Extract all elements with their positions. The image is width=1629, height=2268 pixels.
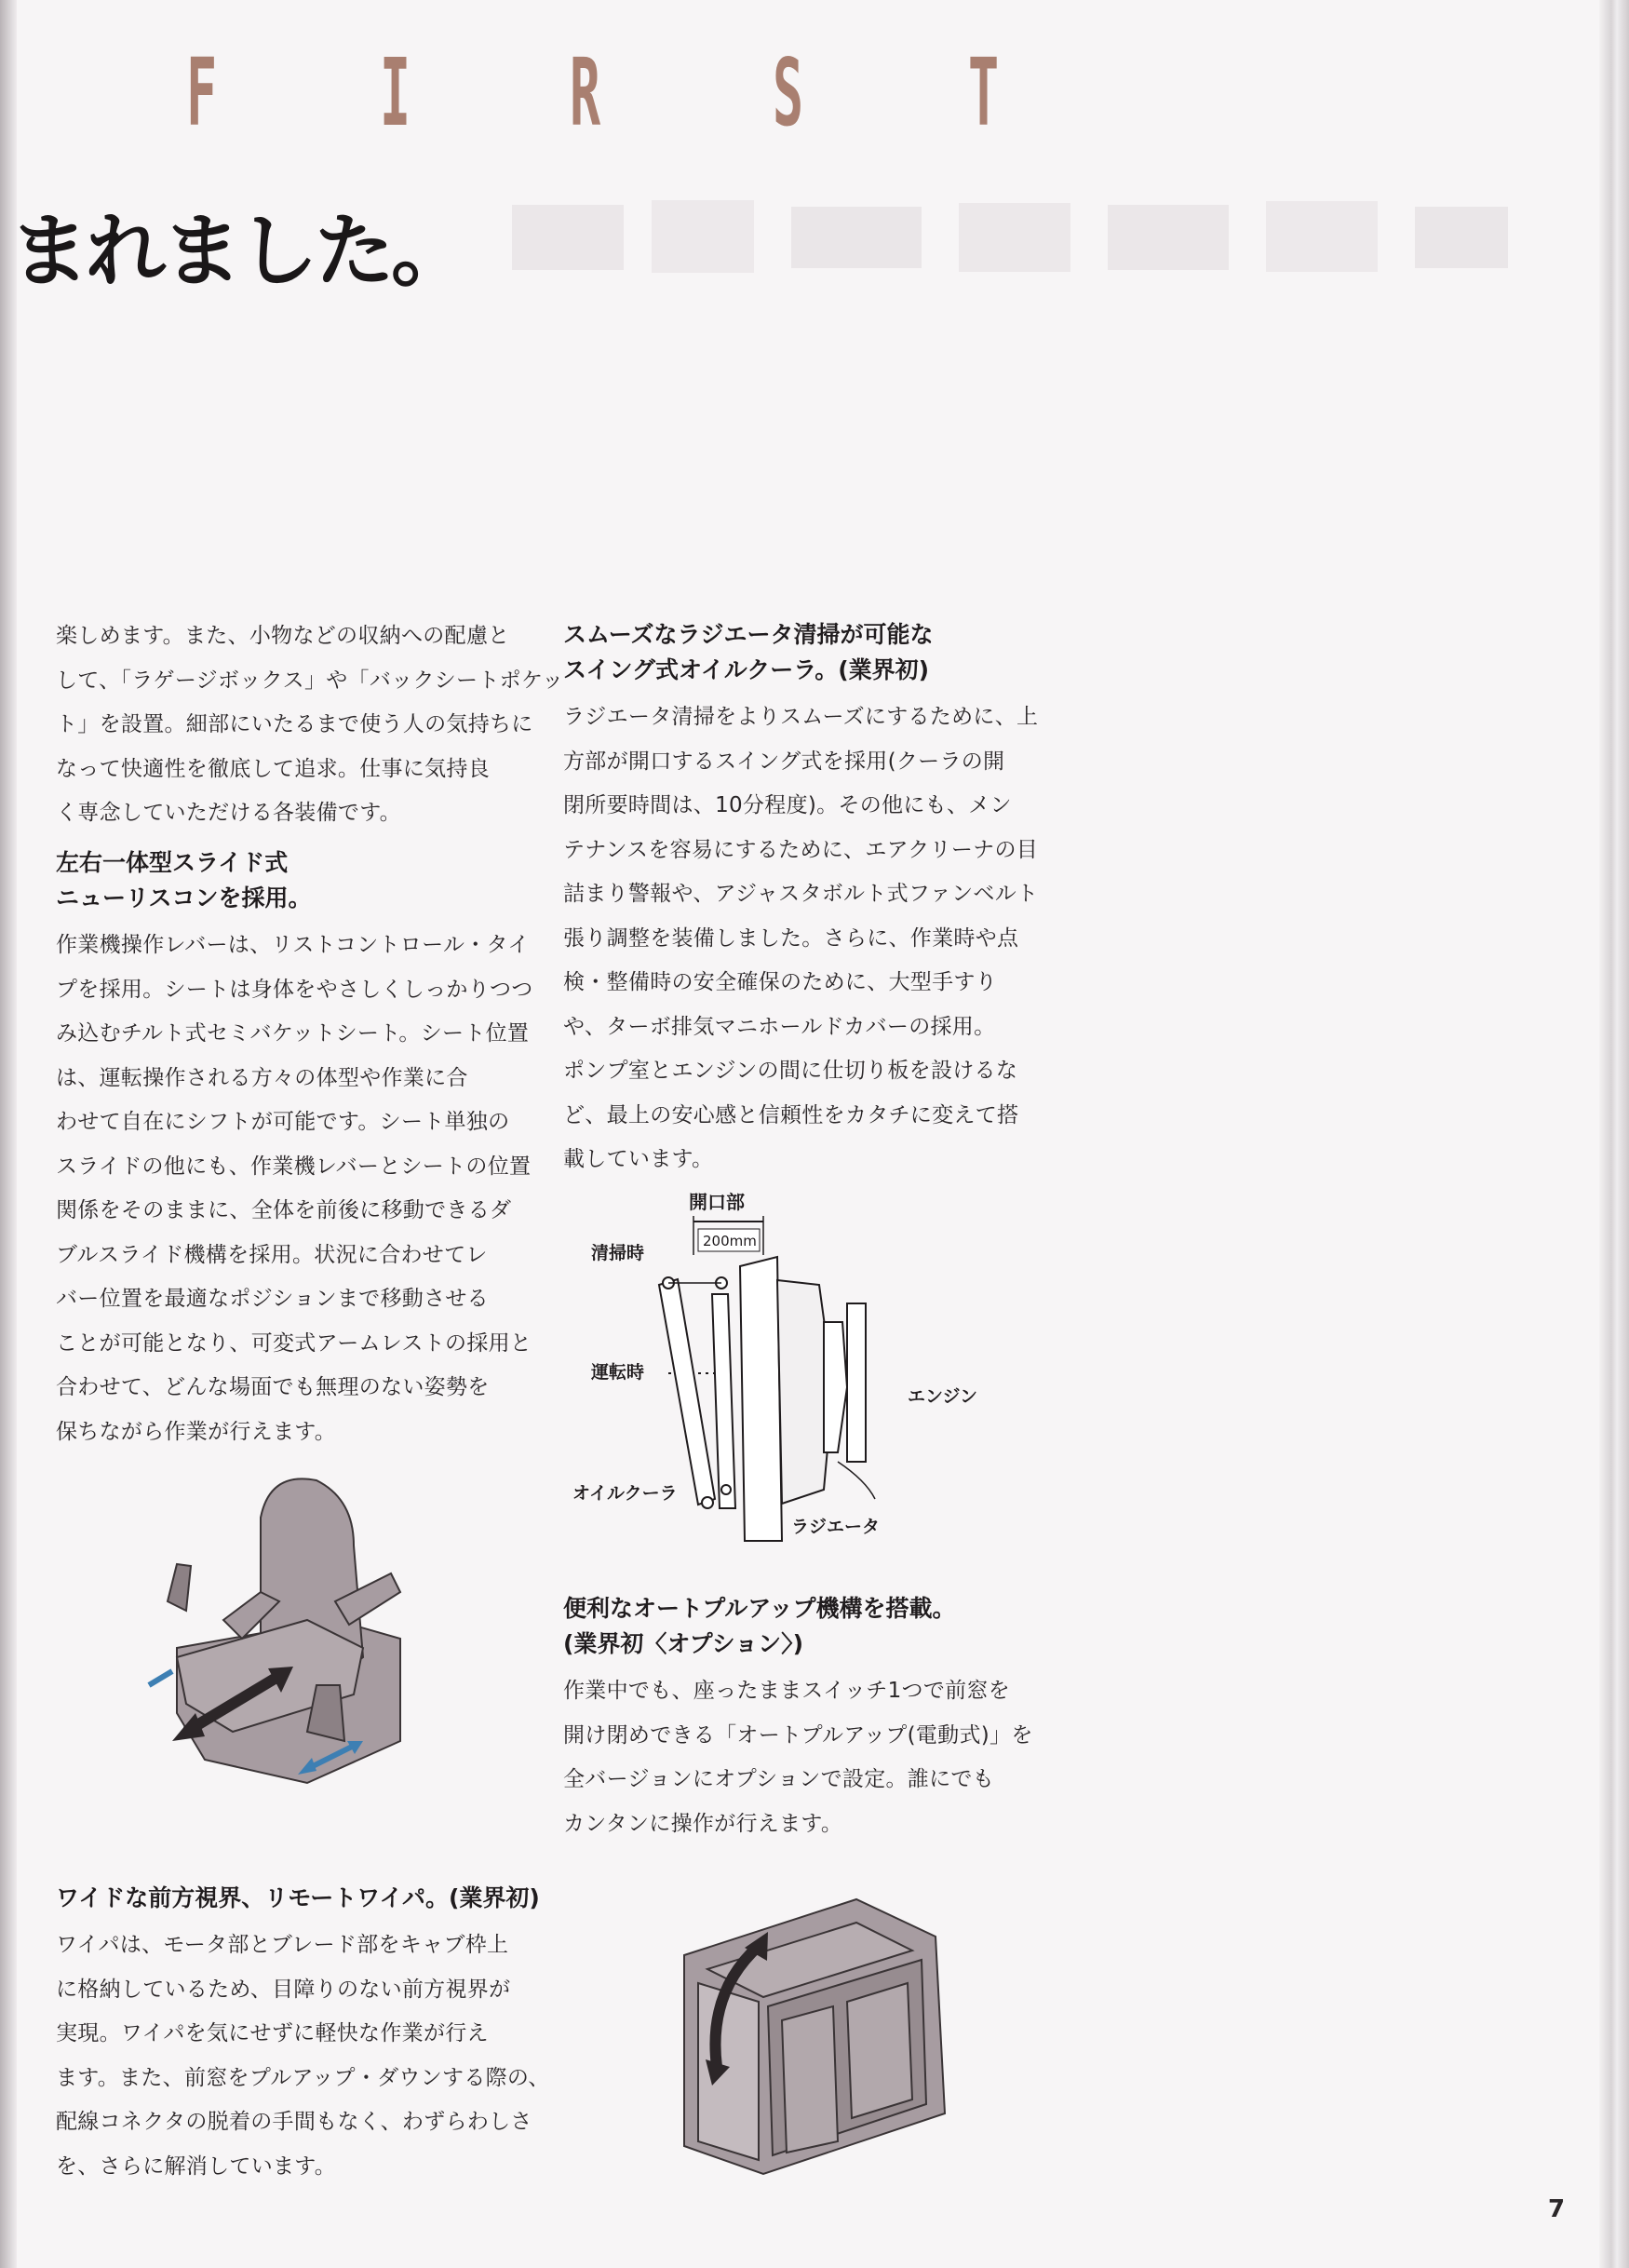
- text-line: く専念していただける各装備です。: [56, 801, 401, 825]
- text-line: わせて自在にシフトが可能です。シート単独の: [56, 1110, 510, 1134]
- section-title: スムーズなラジエータ清掃が可能な: [563, 621, 934, 648]
- text-line: は、運転操作される方々の体型や作業に合: [56, 1065, 468, 1090]
- text-line: バー位置を最適なポジションまで移動させる: [56, 1287, 489, 1311]
- text-line: に格納しているため、目障りのない前方視界が: [56, 1977, 511, 2002]
- text-line: や、ターボ排気マニホールドカバーの採用。: [563, 1014, 996, 1039]
- text-line: して、「ラゲージボックス」や「バックシートポケッ: [56, 668, 564, 693]
- text-line: 全バージョンにオプションで設定。誰にでも: [563, 1767, 995, 1791]
- text-line: 楽しめます。また、小物などの収納への配慮と: [56, 624, 510, 648]
- headline-letter: R: [570, 38, 601, 147]
- label-radiator: ラジエータ: [791, 1517, 881, 1537]
- text-line: 開け閉めできる「オートプルアップ(電動式)」を: [563, 1722, 1033, 1748]
- text-line: ます。また、前窓をプルアップ・ダウンする際の、: [56, 2065, 550, 2090]
- text-line: ワイパは、モータ部とブレード部をキャブ枠上: [56, 1933, 509, 1957]
- label-operating: 運転時: [591, 1362, 645, 1383]
- section-title: ワイドな前方視界、リモートワイパ。(業界初): [56, 1884, 540, 1911]
- label-opening: 開口部: [689, 1191, 745, 1213]
- text-line: 詰まり警報や、アジャスタボルト式ファンベルト: [563, 882, 1039, 906]
- section-cooler: [563, 617, 1038, 1182]
- text-line: 関係をそのままに、全体を前後に移動できるダ: [56, 1198, 512, 1222]
- text-line: 載しています。: [563, 1147, 714, 1171]
- section-title: ニューリスコンを採用。: [56, 884, 312, 911]
- text-line: み込むチルト式セミバケットシート。シート位置: [56, 1021, 530, 1046]
- section-title: 左右一体型スライド式: [56, 849, 289, 876]
- text-line: ど、最上の安心感と信頼性をカタチに変えて搭: [563, 1102, 1019, 1127]
- text-line: スライドの他にも、作業機レバーとシートの位置: [56, 1154, 532, 1179]
- text-line: カンタンに操作が行えます。: [563, 1811, 843, 1836]
- section-pullup: [563, 1591, 1033, 1846]
- cab-illustration: [670, 1881, 949, 2179]
- section-slide: [56, 845, 533, 1454]
- section-title: スイング式オイルクーラ。(業界初): [563, 656, 930, 683]
- headline-letter: S: [773, 38, 804, 147]
- show-through-shapes: [493, 186, 1545, 289]
- text-line: ことが可能となり、可変式アームレストの採用と: [56, 1330, 532, 1356]
- text-line: ポンプ室とエンジンの間に仕切り板を設けるな: [563, 1059, 1018, 1083]
- text-line: プを採用。シートは身体をやさしくしっかりつつ: [56, 977, 533, 1002]
- headline-letter: T: [968, 38, 1000, 147]
- label-width: 200mm: [703, 1233, 757, 1249]
- catchphrase: まれました。: [9, 205, 467, 298]
- page-edge-shadow: [1599, 0, 1629, 2268]
- text-line: なって快適性を徹底して追求。仕事に気持良: [56, 756, 490, 781]
- text-line: 方部が開口するスイング式を採用(クーラの開: [563, 749, 1005, 774]
- text-line: を、さらに解消しています。: [56, 2153, 337, 2179]
- text-line: ト」を設置。細部にいたるまで使う人の気持ちに: [56, 712, 533, 736]
- seat-illustration: [121, 1462, 419, 1853]
- headline-letter: I: [380, 38, 411, 147]
- section-wiper: [56, 1881, 550, 2189]
- text-line: 保ちながら作業が行えます。: [56, 1419, 337, 1444]
- text-line: ブルスライド機構を採用。状況に合わせてレ: [56, 1242, 488, 1267]
- headline-letter: F: [186, 38, 218, 147]
- text-line: ラジエータ清掃をよりスムーズにするために、上: [563, 705, 1039, 729]
- text-line: テナンスを容易にするために、エアクリーナの目: [563, 837, 1039, 862]
- text-line: 検・整備時の安全確保のために、大型手すり: [563, 970, 997, 994]
- label-engine: エンジン: [908, 1386, 978, 1407]
- text-line: 作業中でも、座ったままスイッチ1つで前窓を: [563, 1679, 1011, 1703]
- text-line: 閉所要時間は、10分程度)。その他にも、メン: [563, 793, 1012, 817]
- page-number: 7: [1548, 2195, 1566, 2223]
- section-title: 便利なオートプルアップ機構を搭載。: [563, 1595, 956, 1622]
- text-line: 作業機操作レバーは、リストコントロール・タイ: [56, 933, 530, 957]
- page-binding-shadow: [0, 0, 17, 2268]
- section-title: (業界初〈オプション〉): [563, 1630, 804, 1657]
- label-oil-cooler: オイルクーラ: [572, 1483, 678, 1504]
- intro-paragraph: [56, 614, 563, 836]
- label-cleaning: 清掃時: [591, 1243, 645, 1263]
- show-through-text: [493, 186, 1545, 289]
- text-line: 合わせて、どんな場面でも無理のない姿勢を: [56, 1375, 490, 1399]
- text-line: 配線コネクタの脱着の手間もなく、わずらわしさ: [56, 2110, 532, 2134]
- oil-cooler-diagram: [559, 1182, 1024, 1555]
- text-line: 実現。ワイパを気にせずに軽快な作業が行え: [56, 2021, 489, 2045]
- text-line: 張り調整を装備しました。さらに、作業時や点: [563, 925, 1019, 951]
